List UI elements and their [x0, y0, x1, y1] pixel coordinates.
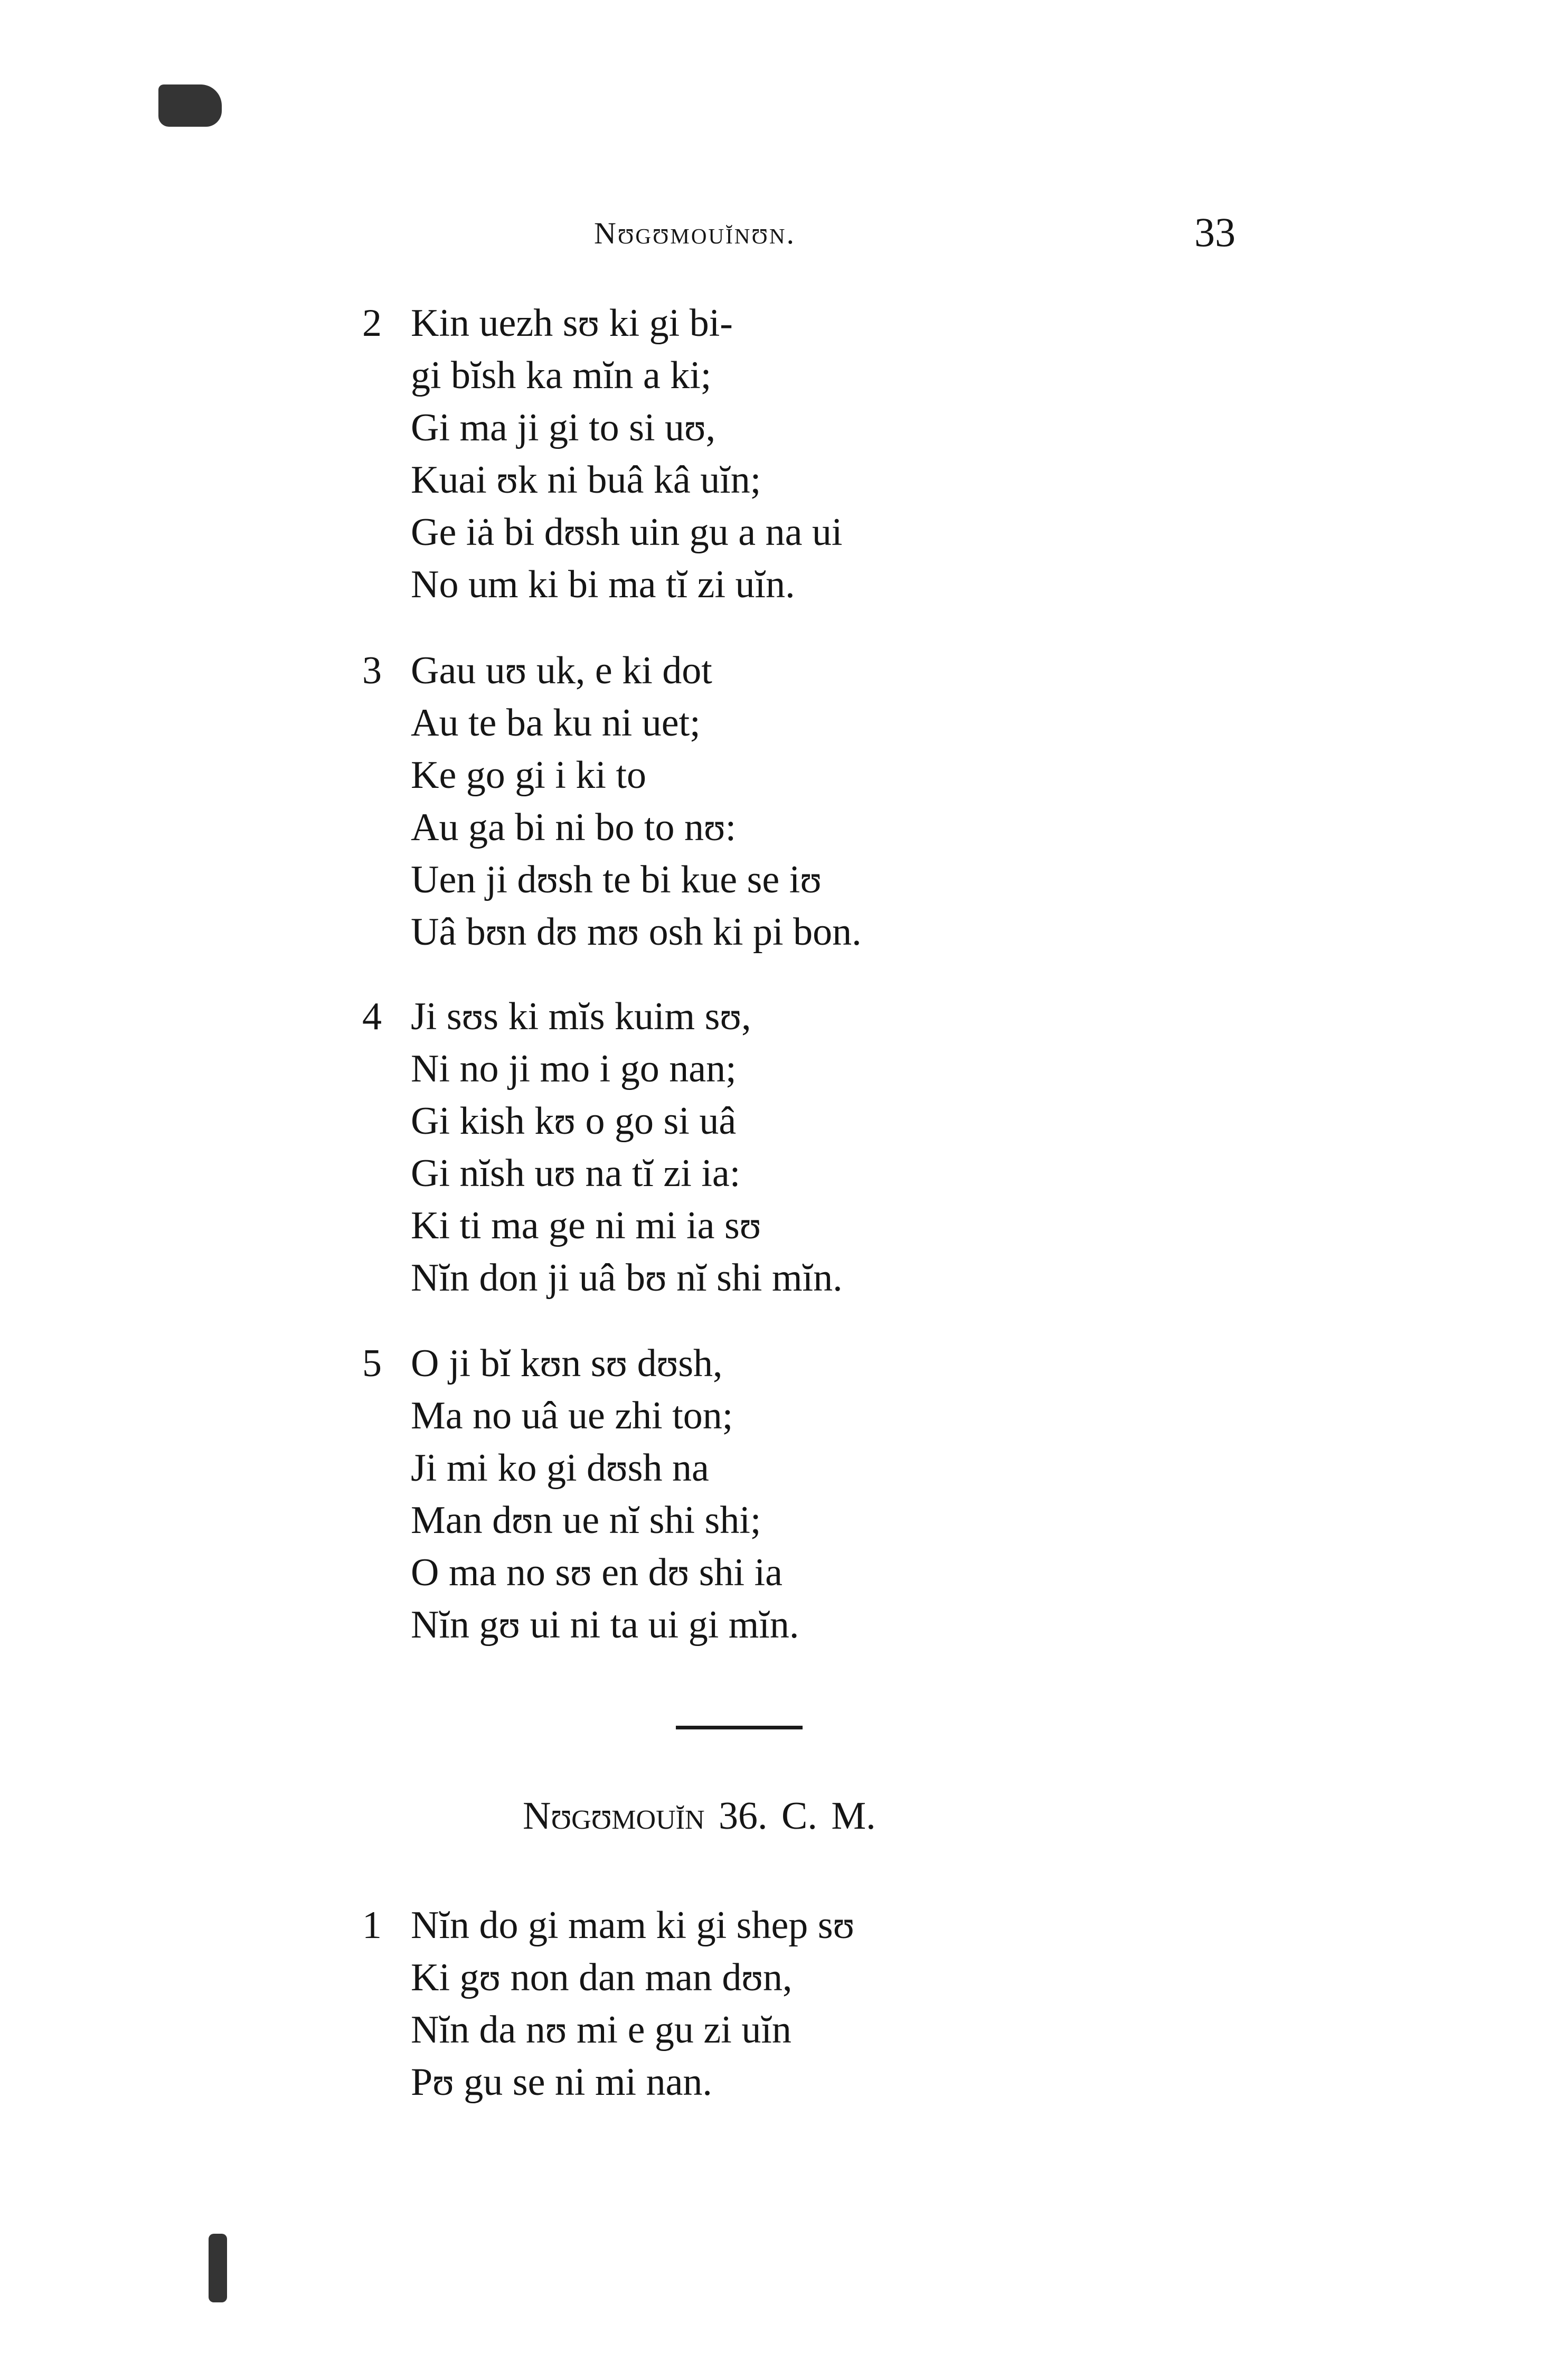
stanza-number: 2: [362, 302, 382, 345]
verse-line: Ji sʊs ki mĭs kuim sʊ,: [411, 995, 751, 1038]
hymn-title: Nʊgʊmouĭn: [523, 1794, 705, 1838]
verse-line: Nĭn don ji uâ bʊ nĭ shi mĭn.: [411, 1256, 843, 1300]
verse-line: Kuai ʊk ni buâ kâ uĭn;: [411, 458, 761, 502]
verse-line: Ma no uâ ue zhi ton;: [411, 1394, 733, 1437]
stanza-number: 3: [362, 649, 382, 692]
verse-line: Ni no ji mo i go nan;: [411, 1047, 737, 1090]
verse-line: Au ga bi ni bo to nʊ:: [411, 806, 737, 849]
verse-line: Gi ma ji gi to si uʊ,: [411, 406, 716, 449]
verse-line: Au te ba ku ni uet;: [411, 701, 701, 745]
ink-smudge-top: [158, 84, 222, 127]
verse-line: gi bĭsh ka mĭn a ki;: [411, 354, 712, 397]
verse-line: Ge iȧ bi dʊsh uin gu a na ui: [411, 511, 843, 554]
verse-line: Ki gʊ non dan man dʊn,: [411, 1956, 793, 1999]
verse-line: Ji mi ko gi dʊsh na: [411, 1446, 709, 1490]
hymn-heading: [523, 1794, 876, 1839]
verse-line: Uen ji dʊsh te bi kue se iʊ: [411, 858, 822, 901]
verse-line: Ke go gi i ki to: [411, 754, 647, 797]
verse-line: Nĭn do gi mam ki gi shep sʊ: [411, 1904, 855, 1947]
page-number: 33: [1194, 209, 1236, 255]
verse-line: Man dʊn ue nĭ shi shi;: [411, 1499, 761, 1542]
verse-line: No um ki bi ma tĭ zi uĭn.: [411, 563, 795, 606]
verse-line: Gau uʊ uk, e ki dot: [411, 649, 712, 692]
verse-line: Uâ bʊn dʊ mʊ osh ki pi bon.: [411, 910, 862, 954]
verse-line: Pʊ gu se ni mi nan.: [411, 2061, 712, 2104]
ink-smudge-bottom: [209, 2234, 227, 2302]
stanza-number: 1: [362, 1904, 382, 1947]
section-divider: [676, 1726, 803, 1729]
verse-line: O ma no sʊ en dʊ shi ia: [411, 1551, 783, 1594]
verse-line: Ki ti ma ge ni mi ia sʊ: [411, 1204, 761, 1247]
verse-line: Kin uezh sʊ ki gi bi-: [411, 302, 733, 345]
verse-line: Gi nĭsh uʊ na tĭ zi ia:: [411, 1152, 741, 1195]
verse-line: Nĭn da nʊ mi e gu zi uĭn: [411, 2008, 791, 2052]
verse-line: Nĭn gʊ ui ni ta ui gi mĭn.: [411, 1603, 799, 1647]
stanza-number: 4: [362, 995, 382, 1038]
verse-line: Gi kish kʊ o go si uâ: [411, 1099, 737, 1143]
running-title: Nʊgʊmouĭnʊn.: [594, 216, 796, 250]
hymn-number: 36.: [719, 1794, 768, 1838]
stanza-number: 5: [362, 1342, 382, 1385]
verse-line: O ji bĭ kʊn sʊ dʊsh,: [411, 1342, 723, 1385]
hymn-meter: C. M.: [781, 1794, 876, 1838]
